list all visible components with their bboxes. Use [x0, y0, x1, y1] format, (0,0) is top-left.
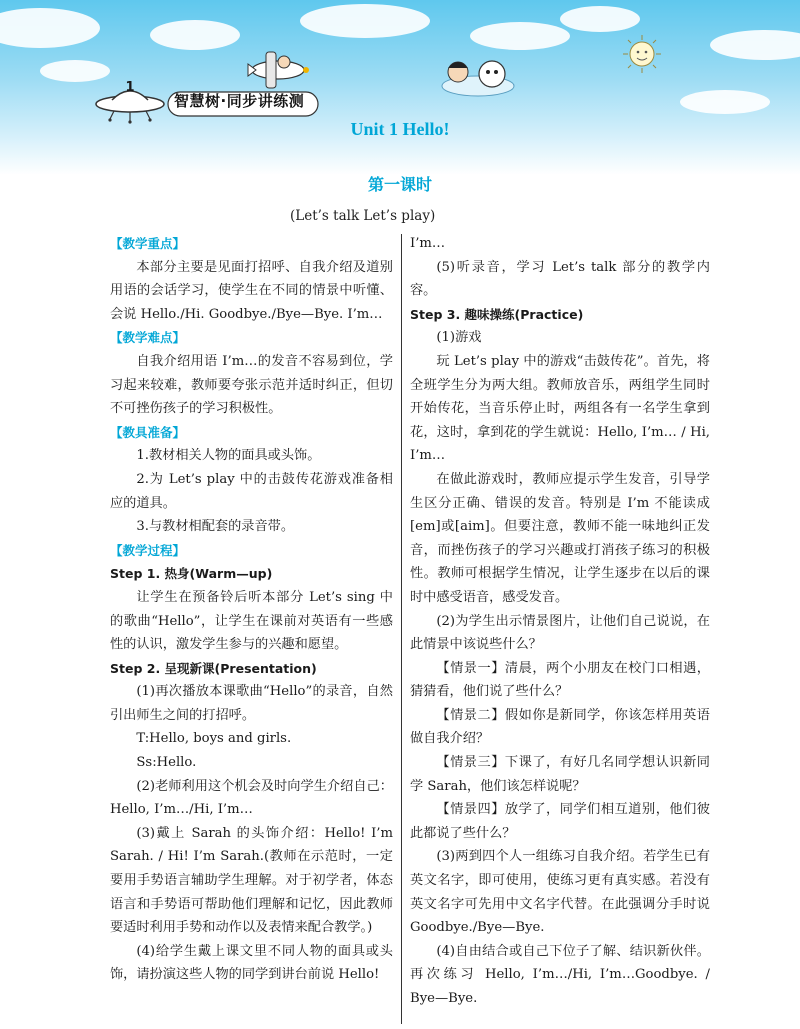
paragraph: (5)听录音，学习 Let’s talk 部分的教学内容。 [410, 259, 710, 299]
cloud [710, 30, 800, 60]
paragraph: 【情景四】放学了，同学们相互道别，他们彼此都说了些什么？ [410, 802, 710, 841]
column-divider [401, 234, 402, 1024]
paragraph: 玩 Let’s play 中的游戏“击鼓传花”。首先，将全班学生分为两大组。教师放音乐，两组学生同时开始传花，当音乐停止时，两组各有一名学生拿到花，这时，拿到花的学生就说：Hello, I’m… / Hi, I’m… [410, 353, 710, 464]
step-heading: Step 1. 热身(Warm—up) [110, 566, 273, 582]
paragraph: (3)戴上 Sarah 的头饰介绍：Hello! I’m Sarah. / Hi! I’m Sarah.(教师在示范时，一定要用手势语言辅助学生理解。对于初学者，体态语言和手势语可帮助他们理解和记忆，因此教师要适时利用手势和动作以及表情来配合教学。) [110, 825, 393, 936]
paragraph: (4)给学生戴上课文里不同人物的面具或头饰，请扮演这些人物的同学到讲台前说 Hello! [110, 943, 393, 983]
paragraph: 【情景一】清晨，两个小朋友在校门口相遇，猜猜看，他们说了些什么？ [410, 660, 710, 700]
paragraph: 自我介绍用语 I’m…的发音不容易到位，学习起来较难，教师要夸张示范并适时纠正，但切不可挫伤孩子的学习积极性。 [110, 353, 393, 417]
cloud [0, 8, 100, 48]
cloud [300, 4, 430, 38]
paragraph: T:Hello, boys and girls. [136, 731, 292, 747]
sun-icon [622, 34, 662, 74]
left-column [110, 232, 393, 987]
paragraph: (1)游戏 [436, 330, 482, 346]
section-heading: 【教学难点】 [110, 330, 186, 346]
section-heading: 【教具准备】 [110, 424, 186, 440]
paragraph: 1.教材相关人物的面具或头饰。 [136, 448, 321, 464]
unit-title: Unit 1 Hello! [350, 119, 450, 139]
lesson-title: 第一课时 [367, 175, 432, 194]
cloud [40, 60, 110, 82]
step-heading: Step 3. 趣味操练(Practice) [410, 306, 584, 322]
step-heading: Step 2. 呈现新课(Presentation) [110, 660, 317, 676]
section-heading: 【教学重点】 [110, 236, 186, 251]
paragraph: 【情景三】下课了，有好几名同学想认识新同学 Sarah，他们该怎样说呢？ [410, 755, 710, 794]
cartoon-kids-icon [428, 54, 518, 98]
paragraph: (1)再次播放本课歌曲“Hello”的录音，自然引出师生之间的打招呼。 [110, 684, 393, 723]
paragraph: 让学生在预备铃后听本部分 Let’s sing 中的歌曲“Hello”，让学生在课前对英语有一些感性的认识，激发学生参与的兴趣和愿望。 [110, 589, 393, 653]
cloud [150, 20, 240, 50]
paragraph: 【情景二】假如你是新同学，你该怎样用英语做自我介绍？ [410, 707, 710, 747]
right-column [410, 232, 710, 1011]
paragraph: (4)自由结合或自己下位子了解、结识新伙伴。再次练习 Hello, I’m…/Hi, I’m…Goodbye. / Bye—Bye. [410, 943, 710, 1006]
paragraph: Ss:Hello. [136, 755, 197, 771]
paragraph: 在做此游戏时，教师应提示学生发音，引导学生区分正确、错误的发音。特别是 I’m 不能读成[em]或[aim]。但要注意，教师不能一味地纠正发音，而挫伤孩子的学习兴趣或打消孩子练习的积极性。教师可根据学生情况，让学生逐步在以后的课时中感受语音，感受发音。 [410, 471, 710, 605]
cloud [470, 22, 570, 50]
cloud [560, 6, 640, 32]
series-title: 智慧树·同步讲练测 [174, 92, 305, 110]
lesson-subtitle: (Let’s talk Let’s play) [290, 208, 436, 224]
paragraph: (2)为学生出示情景图片，让他们自己说说，在此情景中该说些什么？ [410, 613, 710, 653]
section-heading: 【教学过程】 [110, 542, 186, 558]
paragraph: 3.与教材相配套的录音带。 [136, 519, 295, 535]
paragraph: 2.为 Let’s play 中的击鼓传花游戏准备相应的道具。 [110, 471, 393, 511]
page-number-badge: 1 [125, 80, 135, 95]
paragraph: (3)两到四个人一组练习自我介绍。若学生已有英文名字，即可使用，使练习更有真实感。若没有英文名字可先用中文名字代替。在此强调分手时说 Goodbye./Bye—Bye. [410, 849, 710, 936]
paragraph: I’m… [410, 236, 446, 251]
paragraph: (2)老师利用这个机会及时向学生介绍自己：Hello, I’m…/Hi, I’m… [110, 778, 393, 818]
cloud [680, 90, 770, 114]
paragraph: 本部分主要是见面打招呼、自我介绍及道别用语的会话学习，使学生在不同的情景中听懂、会说 Hello./Hi. Goodbye./Bye—Bye. I’m… [110, 259, 393, 322]
page-header [0, 0, 800, 175]
